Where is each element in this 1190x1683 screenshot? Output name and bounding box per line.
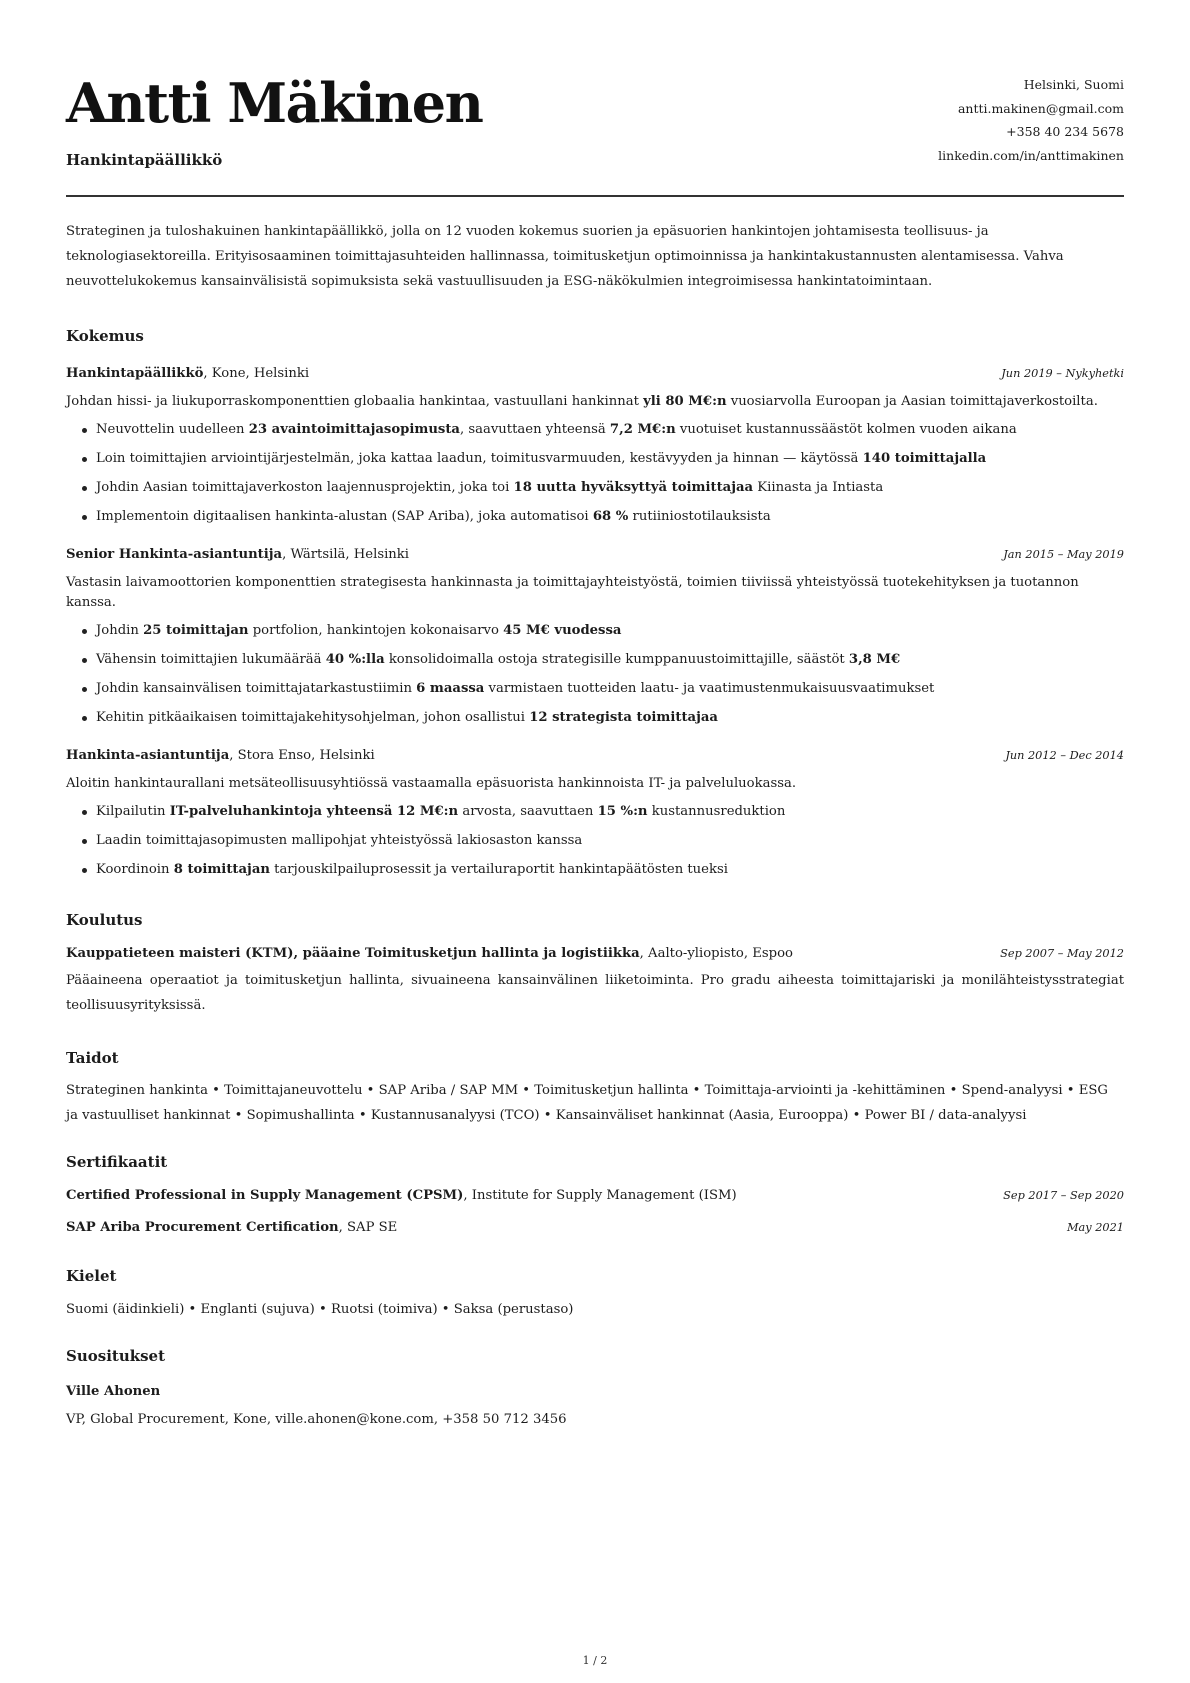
summary-text: Strateginen ja tuloshakuinen hankintapäällikkö, jolla on 12 vuoden kokemus suorien ja epäsuorien hankintojen johtamisesta teollisuus- ja teknologiasektoreilla. Erityisosaaminen toimittajasuhteiden hallinnassa, toimitusketjun optimoinnissa ja hankintakustannusten alentamisessa. Vahva neuvottelukokemus kansainvälisistä sopimuksista sekä vastuullisuuden ja ESG-näkökulmien integroimisessa hankintatoimintaan. xyxy=(66,224,1064,289)
text-segment: vuotuiset kustannussäästöt kolmen vuoden aikana xyxy=(675,422,1017,437)
certifications-section xyxy=(66,1152,1124,1238)
list-item xyxy=(96,420,1124,440)
section-heading-languages: Kielet xyxy=(66,1267,117,1285)
contact-phone[interactable]: +358 40 234 5678 xyxy=(1006,124,1124,139)
job-description xyxy=(66,392,1124,412)
job-role: Hankinta-asiantuntija xyxy=(66,748,230,763)
job-title-line xyxy=(66,746,375,766)
text-segment: Johdan hissi- ja liukuporraskomponenttien globaalia hankintaa, vastuullani hankinnat xyxy=(66,394,644,409)
job-entry xyxy=(66,364,1124,527)
references-section xyxy=(66,1346,1124,1430)
bold-text: 45 M€ vuodessa xyxy=(503,623,622,638)
text-segment: , saavuttaen yhteensä xyxy=(459,422,610,437)
skills-list: Strateginen hankinta • Toimittajaneuvottelu • SAP Ariba / SAP MM • Toimitusketjun hallinta • Toimittaja-arviointi ja -kehittäminen • Spend-analyysi • ESG ja vastuulliset hankinnat • Sopimushallinta • Kustannusanalyysi (TCO) • Kansainväliset hankinnat (Aasia, Eurooppa) • Power BI / data-analyysi xyxy=(66,1083,1108,1123)
text-segment: Johdin kansainvälisen toimittajatarkastustiimin xyxy=(96,681,417,696)
job-title-line xyxy=(66,364,309,384)
text-segment: varmistaen tuotteiden laatu- ja vaatimustenmukaisuusvaatimukset xyxy=(484,681,935,696)
cert-date: Sep 2017 – Sep 2020 xyxy=(1003,1189,1124,1202)
certification-title xyxy=(66,1186,737,1206)
certification-entry xyxy=(66,1218,1124,1238)
contact-info xyxy=(938,73,1124,167)
resume-header xyxy=(66,0,1124,197)
contact-email[interactable]: antti.makinen@gmail.com xyxy=(957,100,1124,116)
job-achievements xyxy=(66,621,1124,728)
text-segment: Laadin toimittajasopimusten mallipohjat yhteistyössä lakiosaston kanssa xyxy=(96,833,583,848)
experience-section xyxy=(66,326,1124,880)
education-section xyxy=(66,910,1124,1018)
job-description xyxy=(66,573,1124,613)
job-entry xyxy=(66,545,1124,728)
job-company: , Kone, Helsinki xyxy=(203,366,310,381)
job-header xyxy=(66,364,1124,384)
bold-text: 25 toimittajan xyxy=(143,623,249,638)
job-company: , Wärtsilä, Helsinki xyxy=(282,547,410,562)
text-segment: Kilpailutin xyxy=(96,804,170,819)
list-item xyxy=(96,650,1124,670)
job-date: Jan 2015 – May 2019 xyxy=(1003,548,1124,561)
text-segment: Loin toimittajien arviointijärjestelmän, joka kattaa laadun, toimitusvarmuuden, kestävyyden ja hinnan — käytössä xyxy=(96,451,863,466)
bold-text: yli 80 M€:n xyxy=(643,394,727,409)
text-segment: Neuvottelin uudelleen xyxy=(96,422,249,437)
job-date: Jun 2012 – Dec 2014 xyxy=(1005,749,1124,762)
list-item xyxy=(96,449,1124,469)
job-company: , Stora Enso, Helsinki xyxy=(229,748,375,763)
school-name: , Aalto-yliopisto, Espoo xyxy=(639,946,793,961)
jobs-list xyxy=(66,364,1124,880)
text-segment: tarjouskilpailuprosessit ja vertailuraportit hankintapäätösten tueksi xyxy=(269,862,728,877)
person-name: Antti Mäkinen xyxy=(66,71,483,135)
skills-section xyxy=(66,1048,1124,1128)
certification-entry xyxy=(66,1186,1124,1206)
bold-text: 15 %:n xyxy=(597,804,648,819)
cert-issuer: , SAP SE xyxy=(338,1220,398,1235)
bold-text: 40 %:lla xyxy=(325,652,385,667)
bold-text: 18 uutta hyväksyttyä toimittajaa xyxy=(513,480,754,495)
section-heading-education: Koulutus xyxy=(66,911,143,929)
job-role: Senior Hankinta-asiantuntija xyxy=(66,547,283,562)
job-title: Hankintapäällikkö xyxy=(66,151,223,169)
job-role: Hankintapäällikkö xyxy=(66,366,204,381)
text-segment: Kiinasta ja Intiasta xyxy=(753,480,884,495)
text-segment: vuosiarvolla Euroopan ja Aasian toimittajaverkostoilta. xyxy=(726,394,1098,409)
text-segment: portfolion, hankintojen kokonaisarvo xyxy=(248,623,504,638)
text-segment: kustannusreduktion xyxy=(647,804,786,819)
page-number: 1 / 2 xyxy=(582,1654,608,1667)
job-header xyxy=(66,545,1124,565)
languages-section xyxy=(66,1266,1124,1320)
job-date: Jun 2019 – Nykyhetki xyxy=(1001,367,1124,380)
text-segment: Koordinoin xyxy=(96,862,174,877)
text-segment: Johdin xyxy=(96,623,144,638)
cert-name: SAP Ariba Procurement Certification xyxy=(66,1220,339,1235)
cert-name: Certified Professional in Supply Management (CPSM) xyxy=(66,1188,464,1203)
text-segment: konsolidoimalla ostoja strategisille kumppanuustoimittajille, säästöt xyxy=(384,652,849,667)
text-segment: Implementoin digitaalisen hankinta-alustan (SAP Ariba), joka automatisoi xyxy=(96,509,593,524)
bold-text: 12 strategista toimittajaa xyxy=(529,710,718,725)
section-heading-skills: Taidot xyxy=(66,1049,119,1067)
section-heading-certifications: Sertifikaatit xyxy=(66,1153,168,1171)
list-item xyxy=(96,507,1124,527)
text-segment: rutiiniostotilauksista xyxy=(628,509,771,524)
contact-linkedin[interactable]: linkedin.com/in/anttimakinen xyxy=(938,147,1124,163)
bold-text: 6 maassa xyxy=(416,681,485,696)
section-heading-references: Suositukset xyxy=(66,1347,166,1365)
text-segment: arvosta, saavuttaen xyxy=(458,804,598,819)
text-segment: Johdin Aasian toimittajaverkoston laajennusprojektin, joka toi xyxy=(96,480,514,495)
list-item xyxy=(96,708,1124,728)
cert-date: May 2021 xyxy=(1066,1221,1124,1234)
bold-text: 8 toimittajan xyxy=(173,862,270,877)
languages-list: Suomi (äidinkieli) • Englanti (sujuva) • Ruotsi (toimiva) • Saksa (perustaso) xyxy=(66,1302,574,1317)
bold-text: 23 avaintoimittajasopimusta xyxy=(248,422,460,437)
text-segment: Kehitin pitkäaikaisen toimittajakehitysohjelman, johon osallistui xyxy=(96,710,530,725)
list-item xyxy=(96,831,1124,851)
bold-text: 140 toimittajalla xyxy=(862,451,987,466)
education-date: Sep 2007 – May 2012 xyxy=(1000,947,1124,960)
list-item xyxy=(96,679,1124,699)
resume-page xyxy=(66,0,1124,1430)
cert-issuer: , Institute for Supply Management (ISM) xyxy=(463,1188,737,1203)
degree-name: Kauppatieteen maisteri (KTM), pääaine Toimitusketjun hallinta ja logistiikka xyxy=(66,946,640,961)
list-item xyxy=(96,802,1124,822)
bold-text: 7,2 M€:n xyxy=(609,422,676,437)
reference-info: VP, Global Procurement, Kone, ville.ahonen@kone.com, +358 50 712 3456 xyxy=(66,1412,567,1427)
reference-name: Ville Ahonen xyxy=(66,1384,161,1399)
text-segment: Vastasin laivamoottorien komponenttien strategisesta hankinnasta ja toimittajayhteistyöstä, toimien tiiviissä yhteistyössä tuotekehityksen ja tuotannon kanssa. xyxy=(66,575,1079,610)
section-heading-experience: Kokemus xyxy=(66,327,144,345)
job-entry xyxy=(66,746,1124,880)
list-item xyxy=(96,621,1124,641)
job-header xyxy=(66,746,1124,766)
contact-location: Helsinki, Suomi xyxy=(1023,77,1124,92)
bold-text: 68 % xyxy=(592,509,629,524)
bold-text: 3,8 M€ xyxy=(848,652,901,667)
education-title xyxy=(66,944,793,964)
list-item xyxy=(96,860,1124,880)
bold-text: IT-palveluhankintoja yhteensä 12 M€:n xyxy=(169,804,459,819)
job-description xyxy=(66,774,1124,794)
job-achievements xyxy=(66,802,1124,880)
text-segment: Vähensin toimittajien lukumäärää xyxy=(96,652,326,667)
certification-title xyxy=(66,1218,397,1238)
job-title-line xyxy=(66,545,409,565)
education-description: Pääaineena operaatiot ja toimitusketjun hallinta, sivuaineena kansainvälinen liiketoiminta. Pro gradu aiheesta toimittajariski ja monilähteistysstrategiat teollisuusyrityksissä. xyxy=(66,973,1124,1013)
education-entry xyxy=(66,944,1124,1018)
job-achievements xyxy=(66,420,1124,527)
text-segment: Aloitin hankintaurallani metsäteollisuusyhtiössä vastaamalla epäsuorista hankinnoista IT- ja palveluluokassa. xyxy=(66,776,797,791)
list-item xyxy=(96,478,1124,498)
